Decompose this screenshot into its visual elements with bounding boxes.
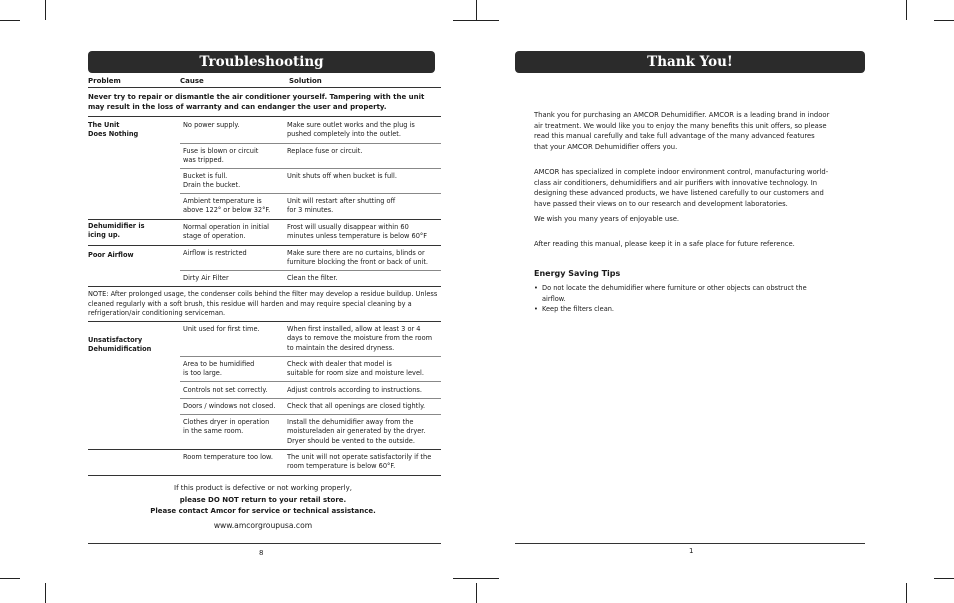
solution-cell: Frost will usually disappear within 60 minutes unless temperature is below 60°F [287, 223, 427, 241]
website-link[interactable]: www.amcorgroupusa.com [213, 520, 313, 530]
solution-cell: Make sure outlet works and the plug is pushed completely into the outlet. [287, 121, 415, 139]
cause-cell: No power supply. [183, 121, 240, 129]
row-divider [180, 414, 441, 415]
solution-cell: When first installed, allow at least 3 or 4 days to remove the moisture from the room to maintain the desired dryness. [287, 325, 433, 352]
solution-cell: Unit will restart after shutting off for 3 minutes. [287, 197, 396, 215]
solution-cell: The unit will not operate satisfactorily if the room temperature is below 60°F. [287, 453, 432, 471]
crop-mark [906, 0, 907, 20]
problem-label: Unsatisfactory Dehumidification [88, 336, 152, 354]
cause-cell: Doors / windows not closed. [183, 402, 276, 410]
cause-cell: Bucket is full. Drain the bucket. [183, 172, 241, 190]
crop-mark [906, 583, 907, 603]
cause-cell: Unit used for first time. [183, 325, 260, 333]
cause-cell: Clothes dryer in operation in the same room. [183, 418, 270, 436]
crop-mark [476, 0, 477, 20]
solution-cell: Adjust controls according to instructions. [287, 386, 422, 394]
warning-text: Never try to repair or dismantle the air conditioner yourself. Tampering with the unit may result in the loss of warranty and can endanger the user and property. [88, 93, 425, 111]
crop-mark [453, 20, 499, 21]
solution-cell: Unit shuts off when bucket is full. [287, 172, 397, 180]
crop-mark [934, 20, 954, 21]
keep-manual-paragraph: After reading this manual, please keep it in a safe place for future reference. [534, 240, 795, 248]
divider [88, 321, 441, 322]
problem-label: Poor Airflow [88, 251, 134, 259]
footer-rule [515, 543, 865, 544]
solution-cell: Replace fuse or circuit. [287, 147, 363, 155]
problem-label: The Unit Does Nothing [88, 121, 139, 139]
tips-list [534, 283, 819, 315]
solution-cell: Check that all openings are closed tightly. [287, 402, 426, 410]
row-divider [180, 398, 441, 399]
cause-cell: Room temperature too low. [183, 453, 273, 461]
page-number: 1 [689, 547, 694, 555]
cause-cell: Controls not set correctly. [183, 386, 268, 394]
row-divider [180, 193, 441, 194]
company-paragraph: AMCOR has specialized in complete indoor environment control, manufacturing world-class air conditioners, dehumidifiers and air purifiers with innovative technology. In designing these advanced products, we have listened carefully to our customers and have passed their views on to our research and development laboratories. [534, 168, 829, 208]
divider [88, 286, 441, 287]
crop-mark [453, 578, 499, 579]
footer-rule [88, 543, 441, 544]
intro-paragraph: Thank you for purchasing an AMCOR Dehumidifier. AMCOR is a leading brand in indoor air treatment. We would like you to enjoy the many benefits this unit offers, so please read this manual carefully and take full advantage of the many advanced features that your AMCOR Dehumidifier offers you. [534, 111, 830, 151]
problem-label: Dehumidifier is icing up. [88, 222, 145, 240]
crop-mark [934, 578, 954, 579]
note-text: NOTE: After prolonged usage, the condenser coils behind the filter may develop a residue buildup. Unless cleaned regularly with a soft brush, this residue will harden and may require special cleaning by a refrigeration/air conditioning serviceman. [88, 290, 438, 317]
crop-mark [45, 0, 46, 20]
divider [88, 219, 441, 220]
list-item: • Do not locate the dehumidifier where furniture or other objects can obstruct the airflow. [534, 284, 807, 303]
row-divider [180, 356, 441, 357]
support-notice: If this product is defective or not working properly, please DO NOT return to your retail store. Please contact Amcor for service or technical assistance. www.amcorgroupusa.com [88, 483, 438, 531]
solution-cell: Install the dehumidifier away from the moistureladen air generated by the dryer. Dryer should be vented to the outside. [287, 418, 426, 445]
tips-heading: Energy Saving Tips [534, 269, 621, 278]
column-header-problem: Problem [88, 77, 121, 85]
row-divider [180, 270, 441, 271]
solution-cell: Make sure there are no curtains, blinds or furniture blocking the front or back of unit. [287, 249, 429, 267]
row-divider [180, 168, 441, 169]
wish-paragraph: We wish you many years of enjoyable use. [534, 215, 680, 223]
column-header-cause: Cause [180, 77, 204, 85]
column-header-solution: Solution [289, 77, 322, 85]
row-divider [180, 381, 441, 382]
divider [88, 449, 441, 450]
cause-cell: Normal operation in initial stage of operation. [183, 223, 269, 241]
list-item: • Keep the filters clean. [534, 305, 615, 313]
cause-cell: Area to be humidified is too large. [183, 360, 255, 378]
cause-cell: Ambient temperature is above 122° or below 32°F. [183, 197, 271, 215]
cause-cell: Dirty Air Filter [183, 274, 229, 282]
divider [88, 245, 441, 246]
crop-mark [0, 578, 20, 579]
crop-mark [0, 20, 20, 21]
page-number: 8 [259, 549, 264, 557]
page-title: Thank You! [515, 51, 865, 73]
crop-mark [476, 583, 477, 603]
cause-cell: Fuse is blown or circuit was tripped. [183, 147, 259, 165]
divider [88, 87, 441, 88]
solution-cell: Check with dealer that model is suitable for room size and moisture level. [287, 360, 424, 378]
divider [88, 116, 441, 117]
crop-mark [45, 583, 46, 603]
row-divider [180, 143, 441, 144]
cause-cell: Airflow is restricted [183, 249, 247, 257]
page-title: Troubleshooting [88, 51, 435, 73]
divider [88, 475, 441, 476]
solution-cell: Clean the filter. [287, 274, 338, 282]
